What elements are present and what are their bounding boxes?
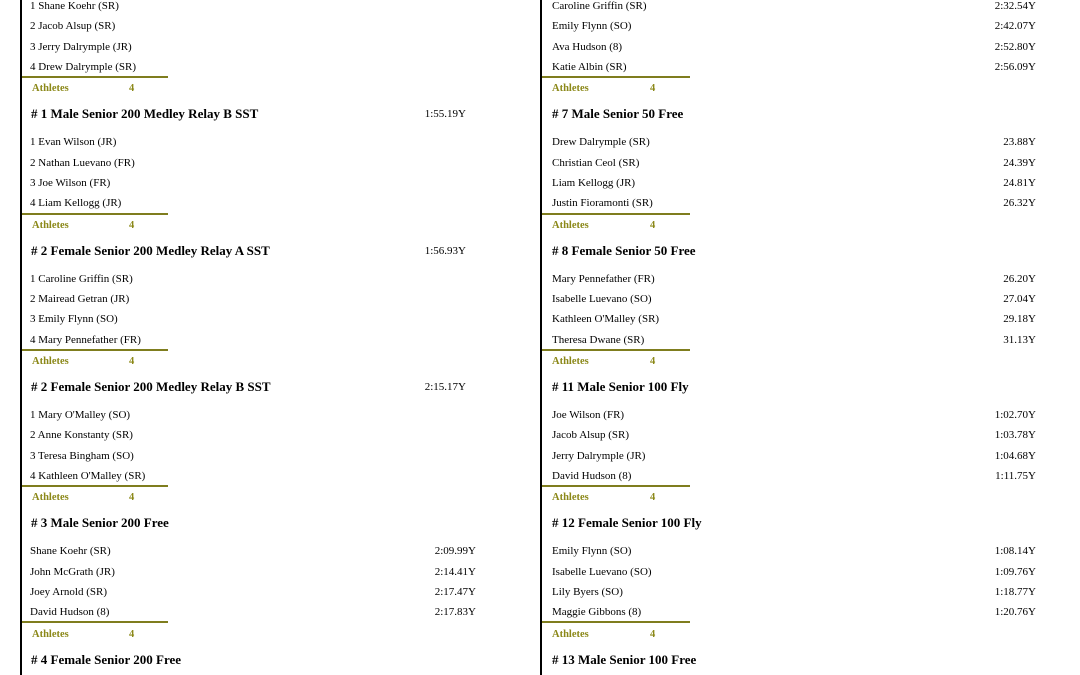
- athlete-name: Isabelle Luevano (SO): [552, 565, 652, 578]
- athletes-label: Athletes: [32, 492, 69, 504]
- athlete-name: Christian Ceol (SR): [552, 156, 640, 169]
- athletes-label: Athletes: [552, 628, 589, 640]
- athlete-name: 1 Mary O'Malley (SO): [30, 408, 131, 421]
- athlete-name: Emily Flynn (SO): [552, 545, 632, 558]
- athlete-name: 3 Emily Flynn (SO): [30, 313, 118, 326]
- event-heading: # 11 Male Senior 100 Fly: [552, 378, 689, 394]
- athlete-name: 4 Drew Dalrymple (SR): [30, 60, 137, 73]
- seed-time: 1:11.75Y: [995, 469, 1036, 482]
- athletes-label: Athletes: [32, 355, 69, 367]
- athletes-label: Athletes: [32, 628, 69, 640]
- event-heading: # 12 Female Senior 100 Fly: [552, 515, 702, 531]
- seed-time: 1:09.76Y: [994, 565, 1036, 578]
- athlete-name: Shane Koehr (SR): [30, 545, 111, 558]
- athlete-name: 3 Jerry Dalrymple (JR): [30, 40, 132, 53]
- athlete-name: Liam Kellogg (JR): [552, 176, 636, 189]
- event-heading: # 3 Male Senior 200 Free: [31, 515, 169, 531]
- athletes-count-label: [552, 628, 656, 642]
- athletes-count-label: [552, 491, 656, 505]
- athletes-count: 4: [129, 83, 135, 95]
- athlete-name: 2 Anne Konstanty (SR): [30, 429, 133, 442]
- athlete-name: Caroline Griffin (SR): [552, 0, 647, 12]
- athlete-name: 4 Liam Kellogg (JR): [30, 197, 122, 210]
- athlete-name: 4 Mary Pennefather (FR): [30, 333, 141, 346]
- section-rule: [20, 485, 168, 487]
- seed-time: 2:32.54Y: [994, 0, 1036, 12]
- relay-seed-time: 1:56.93Y: [424, 244, 466, 257]
- section-rule: [20, 621, 168, 623]
- seed-time: 1:08.14Y: [994, 545, 1036, 558]
- athlete-name: Joey Arnold (SR): [30, 585, 107, 598]
- seed-time: 24.39Y: [1003, 156, 1036, 169]
- athlete-name: 4 Kathleen O'Malley (SR): [30, 469, 146, 482]
- athletes-count: 4: [650, 83, 656, 95]
- athlete-name: 3 Joe Wilson (FR): [30, 176, 111, 189]
- section-rule: [20, 213, 168, 215]
- athletes-label: Athletes: [552, 83, 589, 95]
- athlete-name: Jerry Dalrymple (JR): [552, 449, 646, 462]
- athlete-name: Maggie Gibbons (8): [552, 606, 642, 619]
- athletes-count-label: [552, 82, 656, 96]
- athlete-name: 2 Mairead Getran (JR): [30, 292, 130, 305]
- athlete-name: Emily Flynn (SO): [552, 20, 632, 33]
- athlete-name: Ava Hudson (8): [552, 40, 623, 53]
- event-heading: # 8 Female Senior 50 Free: [552, 242, 696, 258]
- left-border-line: [20, 0, 22, 675]
- section-rule: [542, 213, 690, 215]
- section-rule: [20, 76, 168, 78]
- athlete-name: Joe Wilson (FR): [552, 408, 625, 421]
- athlete-name: 1 Evan Wilson (JR): [30, 136, 117, 149]
- athletes-count: 4: [129, 628, 135, 640]
- athletes-count-label: [32, 628, 135, 642]
- athletes-label: Athletes: [552, 492, 589, 504]
- seed-time: 1:18.77Y: [994, 585, 1036, 598]
- event-heading: # 1 Male Senior 200 Medley Relay B SST: [31, 106, 259, 122]
- seed-time: 2:09.99Y: [434, 545, 476, 558]
- athletes-label: Athletes: [32, 83, 69, 95]
- seed-time: 1:03.78Y: [994, 429, 1036, 442]
- athlete-name: Mary Pennefather (FR): [552, 272, 655, 285]
- seed-time: 26.20Y: [1003, 272, 1036, 285]
- seed-time: 27.04Y: [1003, 292, 1036, 305]
- event-heading: # 2 Female Senior 200 Medley Relay A SST: [31, 242, 270, 258]
- athletes-label: Athletes: [552, 355, 589, 367]
- athlete-name: David Hudson (8): [552, 469, 632, 482]
- seed-time: 2:56.09Y: [994, 60, 1036, 73]
- seed-time: 2:17.47Y: [434, 585, 476, 598]
- seed-time: 29.18Y: [1003, 313, 1036, 326]
- athlete-name: Katie Albin (SR): [552, 60, 627, 73]
- right-column: [540, 0, 1080, 675]
- athlete-name: Jacob Alsup (SR): [552, 429, 629, 442]
- athlete-name: 2 Nathan Luevano (FR): [30, 156, 135, 169]
- athlete-name: Lily Byers (SO): [552, 585, 623, 598]
- athletes-count-label: [32, 491, 135, 505]
- athletes-count: 4: [650, 628, 656, 640]
- seed-time: 2:14.41Y: [434, 565, 476, 578]
- athlete-name: Theresa Dwane (SR): [552, 333, 645, 346]
- athletes-count-label: [552, 355, 656, 369]
- athletes-label: Athletes: [32, 219, 69, 231]
- event-heading: # 7 Male Senior 50 Free: [552, 106, 684, 122]
- athlete-name: Drew Dalrymple (SR): [552, 136, 650, 149]
- athlete-name: 1 Shane Koehr (SR): [30, 0, 119, 12]
- section-rule: [542, 621, 690, 623]
- athlete-name: 2 Jacob Alsup (SR): [30, 20, 116, 33]
- athletes-count: 4: [129, 355, 135, 367]
- event-heading: # 4 Female Senior 200 Free: [31, 651, 182, 667]
- center-divider-line: [540, 0, 542, 675]
- athlete-name: 3 Teresa Bingham (SO): [30, 449, 134, 462]
- relay-seed-time: 1:55.19Y: [424, 108, 466, 121]
- athletes-label: Athletes: [552, 219, 589, 231]
- seed-time: 2:17.83Y: [434, 606, 476, 619]
- section-rule: [542, 485, 690, 487]
- athletes-count: 4: [129, 492, 135, 504]
- seed-time: 23.88Y: [1003, 136, 1036, 149]
- seed-time: 31.13Y: [1003, 333, 1036, 346]
- seed-time: 24.81Y: [1003, 176, 1036, 189]
- seed-time: 2:52.80Y: [994, 40, 1036, 53]
- athlete-name: 1 Caroline Griffin (SR): [30, 272, 133, 285]
- seed-time: 1:02.70Y: [994, 408, 1036, 421]
- athletes-count-label: [32, 355, 135, 369]
- seed-time: 2:42.07Y: [994, 20, 1036, 33]
- athletes-count: 4: [650, 219, 656, 231]
- athletes-count: 4: [129, 219, 135, 231]
- athletes-count-label: [32, 219, 135, 233]
- athlete-name: David Hudson (8): [30, 606, 110, 619]
- athlete-name: Justin Fioramonti (SR): [552, 197, 653, 210]
- event-heading: # 2 Female Senior 200 Medley Relay B SST: [31, 378, 271, 394]
- seed-time: 1:20.76Y: [994, 606, 1036, 619]
- athletes-count: 4: [650, 492, 656, 504]
- athlete-name: Kathleen O'Malley (SR): [552, 313, 660, 326]
- athletes-count: 4: [650, 355, 656, 367]
- athletes-count-label: [552, 219, 656, 233]
- relay-seed-time: 2:15.17Y: [424, 380, 466, 393]
- event-heading: # 13 Male Senior 100 Free: [552, 651, 697, 667]
- section-rule: [542, 349, 690, 351]
- athlete-name: Isabelle Luevano (SO): [552, 292, 652, 305]
- athlete-name: John McGrath (JR): [30, 565, 115, 578]
- seed-time: 26.32Y: [1003, 197, 1036, 210]
- athletes-count-label: [32, 82, 135, 96]
- section-rule: [20, 349, 168, 351]
- section-rule: [542, 76, 690, 78]
- seed-time: 1:04.68Y: [994, 449, 1036, 462]
